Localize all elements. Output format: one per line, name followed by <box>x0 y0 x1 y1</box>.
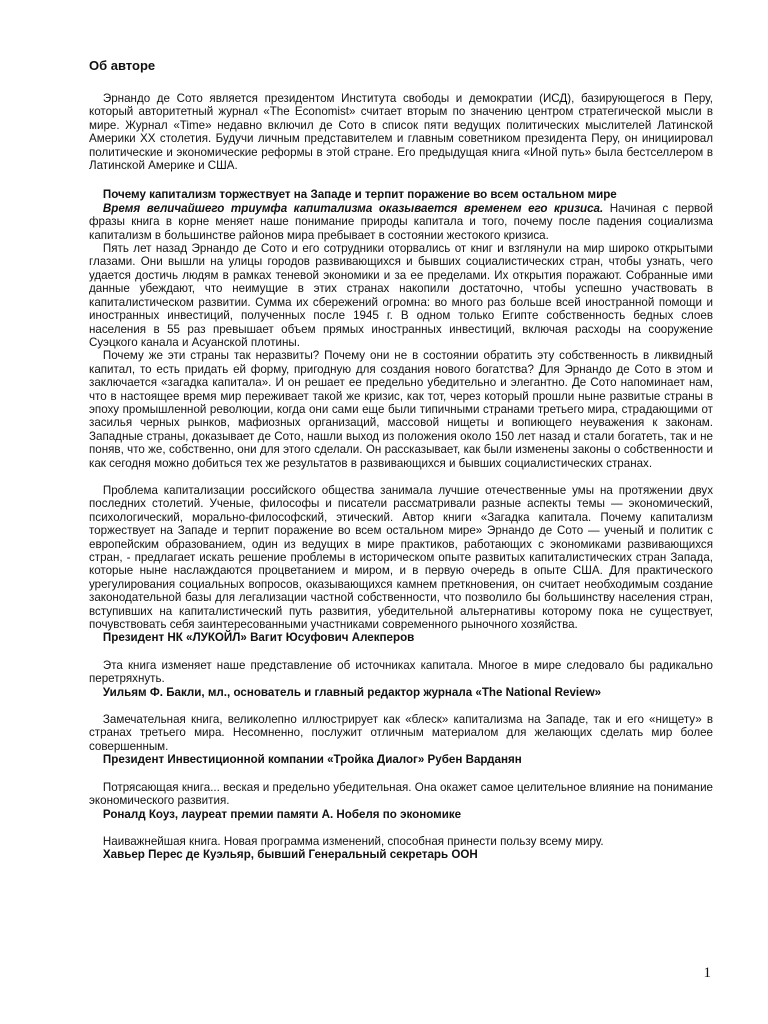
author-bio: Эрнандо де Сото является президентом Института свободы и демократии (ИСД), базирующегося в Перу, который авторитетный журнал «The Economist» считает вторым по значению центром стратегической мысли в мире. Журнал «Time» недавно включил де Сото в список пяти ведущих политических мыслителей Латинской Америки XX столетия. Будучи личным представителем и главным советником президента Перу, он инициировал политические и экономические реформы в этой стране. Его предыдущая книга «Иной путь» была бестселлером в Латинской Америке и США. <box>89 92 713 173</box>
lead-text: Начиная с первой фразы книга в корне меняет наше понимание природы капитала и того, почему после падения социализма капитализм в большинстве районов мира пребывает в состоянии жестокого кризиса. <box>89 201 713 242</box>
review-author: Президент НК «ЛУКОЙЛ» Вагит Юсуфович Алекперов <box>102 631 415 645</box>
section-heading: Об авторе <box>89 58 156 73</box>
review-author: Президент Инвестиционной компании «Тройка Диалог» Рубен Варданян <box>102 753 522 767</box>
body-paragraph-2: Пять лет назад Эрнандо де Сото и его сотрудники оторвались от книг и взглянули на мир широко открытыми глазами. Они вышли на улицы городов развивающихся и бывших социалистических стран, чтобы узнать, чего удается достичь людям в рамках теневой экономики и за ее пределами. Их открытия поражают. Собранные ими данные убеждают, что неимущие в этих странах накопили достаточно, чтобы успешно участвовать в капиталистическом развитии. Сумма их сбережений огромна: во много раз больше всей иностранной помощи и иностранных инвестиций, полученных после 1945 г. В одном только Египте собственность бедных слоев населения в 55 раз превышает объем прямых иностранных инвестиций, включая расходы на сооружение Суэцкого канала и Асуанской плотины. <box>89 242 713 349</box>
review-author: Хавьер Перес де Куэльяр, бывший Генеральный секретарь ООН <box>102 848 478 862</box>
page-content <box>89 58 713 862</box>
review-text: Наиважнейшая книга. Новая программа изменений, способная принести пользу всему миру. <box>102 834 604 848</box>
review-text: Замечательная книга, великолепно иллюстрирует как «блеск» капитализма на Западе, так и его «нищету» в странах третьего мира. Несомненно, послужит отличным материалом для желающих сделать мир более совершенным. <box>89 713 713 753</box>
body-paragraph-3: Почему же эти страны так неразвиты? Почему они не в состоянии обратить эту собственность в ликвидный капитал, то есть придать ей форму, пригодную для создания нового богатства? Для Эрнандо де Сото в этом и заключается «загадка капитала». И он решает ее предельно убедительно и элегантно. Де Сото напоминает нам, что в настоящее время мир переживает такой же кризис, как тот, через который прошли ныне развитые страны в эпоху промышленной революции, когда они сами еще были типичными странами третьего мира, страдающими от засилья черных рынков, мафиозных организаций, массовой нищеты и вопиющего неуважения к законам. Западные страны, доказывает де Сото, нашли выход из положения около 150 лет назад и стали богатеть, так и не поняв, что же, собственно, они для этого сделали. Он рассказывает, как были изменены законы о собственности и как сегодня можно добиться тех же результатов в развивающихся и бывших социалистических странах. <box>89 349 713 470</box>
review-author: Роналд Коуз, лауреат премии памяти А. Нобеля по экономике <box>102 807 462 821</box>
review-text: Проблема капитализации российского общества занимала лучшие отечественные умы на протяжении двух последних столетий. Ученые, философы и писатели рассматривали разные аспекты темы — экономический, психологический, морально-философский, этический. Автор книги «Загадка капитала. Почему капитализм торжествует на Западе и терпит поражение во всем остальном мире» Эрнандо де Сото — ученый и политик с европейским образованием, один из ведущих в мире практиков, работающих с экономиками развивающихся стран, - предлагает искать решение проблемы в историческом опыте развитых капиталистических стран Запада, которые ныне наслаждаются процветанием и миром, и в первую очередь в опыте США. Для практического урегулирования социальных вопросов, оказывающихся камнем преткновения, он считает необходимым создание законодательной базы для легализации частной собственности, что позволило бы большинству населения стран, вступивших на капиталистический путь развития, убедительной альтернативы которому пока не существует, почувствовать себя заинтересованными участниками современного рыночного хозяйства. <box>89 483 713 632</box>
lead-emphasis: Время величайшего триумфа капитализма оказывается временем его кризиса. <box>102 201 604 215</box>
review-author: Уильям Ф. Бакли, мл., основатель и главный редактор журнала «The National Review» <box>102 685 602 699</box>
review-text: Потрясающая книга... веская и предельно убедительная. Она окажет самое целительное влияние на понимание экономического развития. <box>89 780 713 808</box>
lead-paragraph <box>89 202 713 242</box>
page-number: 1 <box>703 965 711 981</box>
book-title: Почему капитализм торжествует на Западе и терпит поражение во всем остальном мире <box>102 188 617 202</box>
review-text: Эта книга изменяет наше представление об источниках капитала. Многое в мире следовало бы радикально перетряхнуть. <box>89 658 713 686</box>
